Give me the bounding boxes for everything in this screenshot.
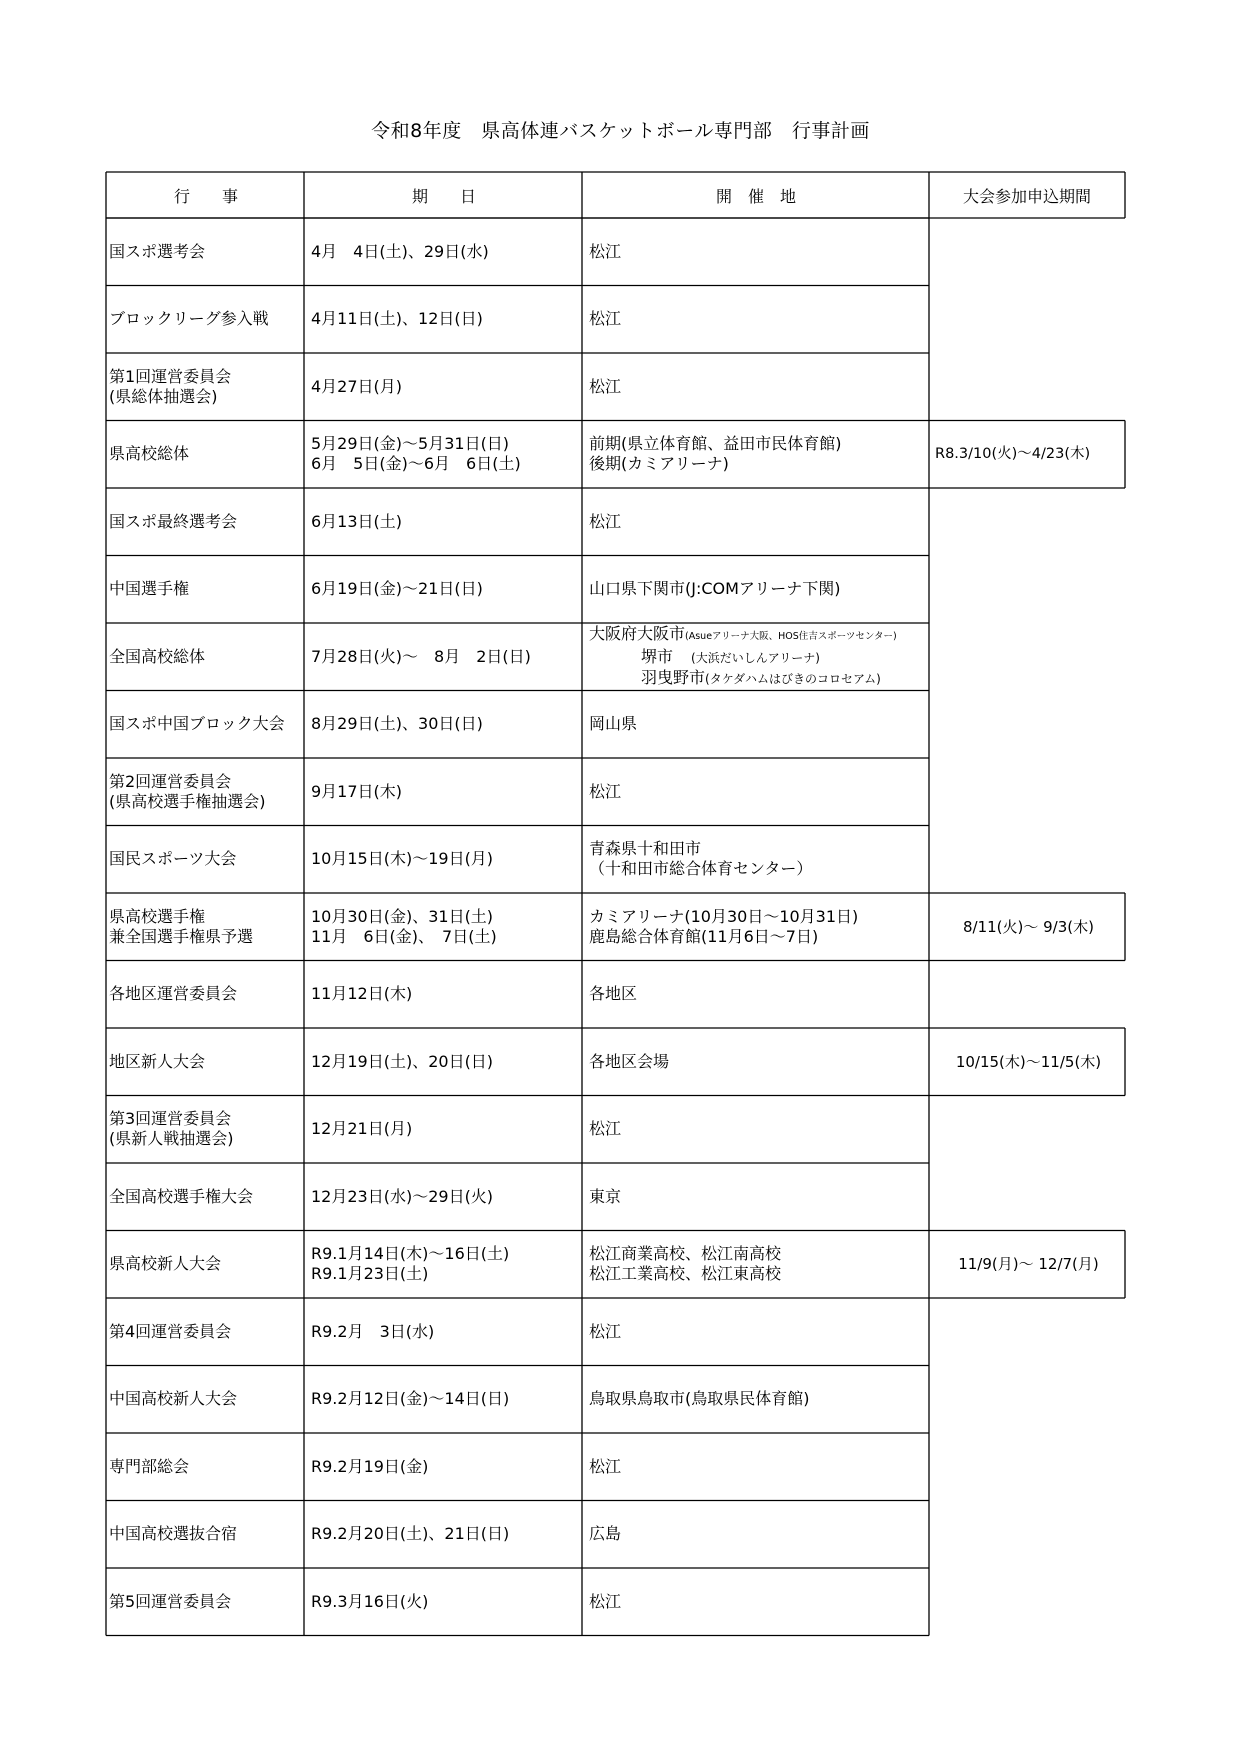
venue-city: 堺市 <box>641 647 674 667</box>
application-period: 8/11(火)～ 9/3(木) <box>962 917 1094 936</box>
header-venue: 開 催 地 <box>715 186 796 206</box>
venue-line: 山口県下関市(J:COMアリーナ下関) <box>589 579 841 599</box>
event-cell <box>108 961 304 1029</box>
venue-cell <box>584 691 928 759</box>
venue-line: 松江 <box>589 781 622 801</box>
venue-line: 松江 <box>589 1456 622 1476</box>
date-line: 7月28日(火)～ 8月 2日(日) <box>311 646 531 666</box>
venue-line: 松江 <box>589 1591 622 1611</box>
application-period: R8.3/10(火)～4/23(木) <box>935 445 1091 462</box>
header-event: 行 事 <box>173 186 238 206</box>
venue-cell <box>584 1433 928 1501</box>
date-line: 11月 6日(金)、 7日(土) <box>311 926 497 946</box>
venue-line: 後期(カミアリーナ) <box>589 454 729 474</box>
event-line: 県高校選手権 <box>109 906 206 926</box>
venue-line: 各地区会場 <box>589 1051 670 1071</box>
date-line: 6月19日(金)～21日(日) <box>311 579 483 599</box>
event-line: (県新人戦抽選会) <box>109 1129 234 1149</box>
event-cell <box>108 556 304 624</box>
event-line: 第4回運営委員会 <box>109 1321 232 1341</box>
venue-cell <box>584 623 928 691</box>
application-period-cell <box>931 1028 1126 1096</box>
date-line: R9.2月19日(金) <box>311 1456 429 1476</box>
venue-line: 松江 <box>589 376 622 396</box>
venue-cell <box>584 556 928 624</box>
event-cell <box>108 1096 304 1164</box>
venue-cell <box>584 1568 928 1636</box>
date-line: R9.1月23日(土) <box>311 1264 429 1284</box>
venue-line: カミアリーナ(10月30日～10月31日) <box>589 906 859 926</box>
venue-line: 松江 <box>589 1321 622 1341</box>
venue-line: 東京 <box>589 1186 622 1206</box>
date-cell <box>306 1163 582 1231</box>
venue-line: 松江工業高校、松江東高校 <box>589 1264 782 1284</box>
event-line: (県高校選手権抽選会) <box>109 791 266 811</box>
venue-cell <box>584 353 928 421</box>
event-line: 国スポ最終選考会 <box>109 511 238 531</box>
date-cell <box>306 893 582 961</box>
venue-cell <box>584 826 928 894</box>
event-line: 地区新人大会 <box>109 1051 206 1071</box>
venue-facility-note: (タケダハムはびきのコロセアム) <box>705 672 881 687</box>
date-line: 12月23日(水)～29日(火) <box>311 1186 494 1206</box>
event-cell <box>108 1028 304 1096</box>
event-cell <box>108 623 304 691</box>
date-cell <box>306 758 582 826</box>
venue-line: 松江商業高校、松江南高校 <box>589 1244 782 1264</box>
event-cell <box>108 286 304 354</box>
event-cell <box>108 826 304 894</box>
date-line: R9.2月 3日(水) <box>311 1321 435 1341</box>
venue-cell <box>584 286 928 354</box>
date-line: 4月11日(土)、12日(日) <box>311 309 483 329</box>
header-application: 大会参加申込期間 <box>962 186 1091 206</box>
date-cell <box>306 1231 582 1299</box>
venue-cell <box>584 758 928 826</box>
venue-line: 各地区 <box>589 984 638 1004</box>
date-cell <box>306 961 582 1029</box>
event-line: 第1回運営委員会 <box>109 366 232 386</box>
venue-city: 羽曳野市 <box>641 668 706 688</box>
event-line: ブロックリーグ参入戦 <box>109 309 269 329</box>
venue-cell <box>584 488 928 556</box>
event-cell <box>108 1501 304 1569</box>
date-line: 5月29日(金)～5月31日(日) <box>311 434 510 454</box>
application-period-cell <box>931 1231 1126 1299</box>
event-cell <box>108 893 304 961</box>
date-line: 4月 4日(土)、29日(水) <box>311 241 489 261</box>
date-cell <box>306 623 582 691</box>
application-period: 11/9(月)～ 12/7(月) <box>958 1255 1099 1274</box>
event-cell <box>108 1298 304 1366</box>
event-cell <box>108 488 304 556</box>
date-line: 8月29日(土)、30日(日) <box>311 714 483 734</box>
event-cell <box>108 1433 304 1501</box>
date-cell <box>306 1096 582 1164</box>
date-cell <box>306 1568 582 1636</box>
venue-line: 松江 <box>589 1119 622 1139</box>
venue-line: 前期(県立体育館、益田市民体育館) <box>589 434 842 454</box>
venue-line: 松江 <box>589 309 622 329</box>
event-line: 各地区運営委員会 <box>109 984 238 1004</box>
date-cell <box>306 826 582 894</box>
event-line: 第5回運営委員会 <box>109 1591 232 1611</box>
event-cell <box>108 691 304 759</box>
date-cell <box>306 1028 582 1096</box>
date-line: 6月 5日(金)～6月 6日(土) <box>311 454 521 474</box>
date-line: 12月19日(土)、20日(日) <box>311 1051 494 1071</box>
event-cell <box>108 353 304 421</box>
date-cell <box>306 1298 582 1366</box>
event-line: 国民スポーツ大会 <box>109 849 237 869</box>
application-period: 10/15(木)～11/5(木) <box>955 1052 1102 1071</box>
venue-line: 鳥取県鳥取市(鳥取県民体育館) <box>589 1389 810 1409</box>
event-line: (県総体抽選会) <box>109 386 218 406</box>
venue-line <box>589 647 897 668</box>
venue-cell <box>584 893 928 961</box>
venue-cell <box>584 1298 928 1366</box>
venue-line: 鹿島総合体育館(11月6日～7日) <box>589 926 819 946</box>
date-cell <box>306 286 582 354</box>
date-line: 11月12日(木) <box>311 984 413 1004</box>
venue-cell <box>584 961 928 1029</box>
venue-cell <box>584 1163 928 1231</box>
event-cell <box>108 758 304 826</box>
venue-line <box>589 624 897 647</box>
event-cell <box>108 1163 304 1231</box>
date-cell <box>306 556 582 624</box>
venue-cell <box>584 421 928 489</box>
event-line: 国スポ選考会 <box>109 241 206 261</box>
venue-city: 大阪府大阪市 <box>589 624 686 644</box>
venue-line: 広島 <box>589 1524 622 1544</box>
event-line: 県高校新人大会 <box>109 1254 222 1274</box>
event-cell <box>108 421 304 489</box>
venue-cell <box>584 1028 928 1096</box>
event-line: 中国選手権 <box>109 579 190 599</box>
event-line: 県高校総体 <box>109 444 190 464</box>
date-line: 10月30日(金)、31日(土) <box>311 906 494 926</box>
date-cell <box>306 488 582 556</box>
venue-facility-note: (Asueアリーナ大阪、HOS住吉スポーツセンター) <box>685 631 897 643</box>
date-cell <box>306 691 582 759</box>
event-line: 第2回運営委員会 <box>109 771 232 791</box>
venue-cell <box>584 1501 928 1569</box>
date-line: 6月13日(土) <box>311 511 403 531</box>
date-cell <box>306 1366 582 1434</box>
event-cell <box>108 1568 304 1636</box>
date-line: R9.2月20日(土)、21日(日) <box>311 1524 510 1544</box>
event-line: 中国高校選抜合宿 <box>109 1524 238 1544</box>
venue-facility-note: (大浜だいしんアリーナ) <box>691 651 820 666</box>
event-line: 国スポ中国ブロック大会 <box>109 714 285 734</box>
event-line: 全国高校総体 <box>109 646 206 666</box>
application-period-cell <box>931 421 1126 489</box>
event-line: 第3回運営委員会 <box>109 1109 232 1129</box>
date-cell <box>306 353 582 421</box>
venue-cell <box>584 1096 928 1164</box>
date-cell <box>306 1501 582 1569</box>
event-cell <box>108 218 304 286</box>
venue-line: 松江 <box>589 511 622 531</box>
date-line: R9.3月16日(火) <box>311 1591 429 1611</box>
event-line: 専門部総会 <box>109 1456 190 1476</box>
date-line: R9.2月12日(金)～14日(日) <box>311 1389 510 1409</box>
event-line: 全国高校選手権大会 <box>109 1186 254 1206</box>
date-line: R9.1月14日(木)～16日(土) <box>311 1244 510 1264</box>
venue-line: 松江 <box>589 241 622 261</box>
event-line: 中国高校新人大会 <box>109 1389 238 1409</box>
venue-line: 岡山県 <box>589 714 638 734</box>
event-line: 兼全国選手権県予選 <box>109 926 254 946</box>
date-line: 4月27日(月) <box>311 376 403 396</box>
page-title: 令和8年度 県高体連バスケットボール専門部 行事計画 <box>371 120 870 142</box>
venue-line: 青森県十和田市 <box>589 839 702 859</box>
date-cell <box>306 1433 582 1501</box>
venue-cell <box>584 1231 928 1299</box>
event-cell <box>108 1366 304 1434</box>
header-date: 期 日 <box>411 186 476 206</box>
date-line: 12月21日(月) <box>311 1119 413 1139</box>
application-period-cell <box>931 893 1126 961</box>
date-cell <box>306 421 582 489</box>
venue-line <box>589 668 897 689</box>
venue-line: （十和田市総合体育センター） <box>589 859 813 879</box>
date-cell <box>306 218 582 286</box>
venue-cell <box>584 218 928 286</box>
venue-cell <box>584 1366 928 1434</box>
event-cell <box>108 1231 304 1299</box>
date-line: 9月17日(木) <box>311 781 403 801</box>
date-line: 10月15日(木)～19日(月) <box>311 849 494 869</box>
